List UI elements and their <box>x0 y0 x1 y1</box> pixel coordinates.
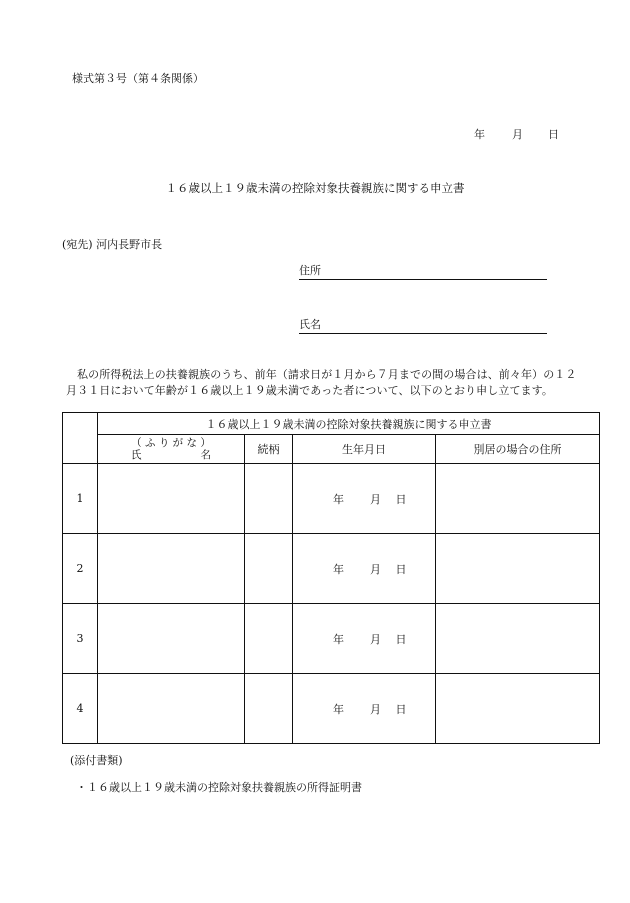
name-cell[interactable] <box>98 464 245 534</box>
birth-day-label: 日 <box>395 702 407 716</box>
table-row <box>63 464 600 534</box>
statement-text: 私の所得税法上の扶養親族のうち、前年（請求日が１月から７月までの間の場合は、前々年）の１２月３１日において年齢が１６歳以上１９歳未満であった者について、以下のとおり申し立てます。 <box>66 368 577 397</box>
name-cell[interactable] <box>98 534 245 604</box>
birth-year-label: 年 <box>333 492 344 506</box>
row-number-header <box>63 413 98 464</box>
birthdate-header: 生年月日 <box>293 435 436 464</box>
addressee: (宛先) 河内長野市長 <box>62 238 163 251</box>
furigana-header: （ ふ り が な ） <box>131 437 211 449</box>
dependents-table <box>62 412 600 744</box>
separate-address-cell[interactable] <box>436 464 600 534</box>
birth-day-label: 日 <box>395 632 407 646</box>
address-label: 住所 <box>299 264 321 277</box>
birth-day-label: 日 <box>395 562 407 576</box>
separate-address-cell[interactable] <box>436 674 600 744</box>
birth-month-label: 月 <box>370 562 381 576</box>
birthdate-cell[interactable] <box>293 464 436 534</box>
birth-year-label: 年 <box>333 562 344 576</box>
submission-date <box>474 126 559 142</box>
name-cell[interactable] <box>98 604 245 674</box>
relationship-cell[interactable] <box>245 464 293 534</box>
relationship-cell[interactable] <box>245 674 293 744</box>
attachment-item: ・１６歳以上１９歳未満の控除対象扶養親族の所得証明書 <box>76 781 362 794</box>
separate-address-header: 別居の場合の住所 <box>436 435 600 464</box>
birthdate-cell[interactable] <box>293 604 436 674</box>
birth-month-label: 月 <box>370 492 381 506</box>
separate-address-cell[interactable] <box>436 534 600 604</box>
row-number: 4 <box>63 674 98 744</box>
separate-address-cell[interactable] <box>436 604 600 674</box>
table-row <box>63 604 600 674</box>
name-header <box>98 435 245 464</box>
name-header-left: 氏 <box>131 449 142 461</box>
birthdate-cell[interactable] <box>293 674 436 744</box>
birthdate-cell[interactable] <box>293 534 436 604</box>
name-label: 氏名 <box>299 318 321 331</box>
date-day-label: 日 <box>548 128 559 141</box>
birth-month-label: 月 <box>370 632 381 646</box>
relationship-cell[interactable] <box>245 604 293 674</box>
date-year-label: 年 <box>474 128 485 141</box>
birth-year-label: 年 <box>333 702 344 716</box>
table-row <box>63 534 600 604</box>
name-cell[interactable] <box>98 674 245 744</box>
relationship-cell[interactable] <box>245 534 293 604</box>
table-title: １６歳以上１９歳未満の控除対象扶養親族に関する申立書 <box>98 413 600 435</box>
address-field[interactable] <box>299 262 547 280</box>
row-number: 2 <box>63 534 98 604</box>
relationship-header: 続柄 <box>245 435 293 464</box>
birth-year-label: 年 <box>333 632 344 646</box>
name-header-right: 名 <box>200 449 211 461</box>
form-number: 様式第３号（第４条関係） <box>72 72 204 85</box>
date-month-label: 月 <box>512 128 523 141</box>
row-number: 1 <box>63 464 98 534</box>
attachments-heading: (添付書類) <box>70 754 123 767</box>
name-field[interactable] <box>299 316 547 334</box>
birth-day-label: 日 <box>395 492 407 506</box>
table-row <box>63 674 600 744</box>
row-number: 3 <box>63 604 98 674</box>
birth-month-label: 月 <box>370 702 381 716</box>
document-title: １６歳以上１９歳未満の控除対象扶養親族に関する申立書 <box>165 181 465 195</box>
